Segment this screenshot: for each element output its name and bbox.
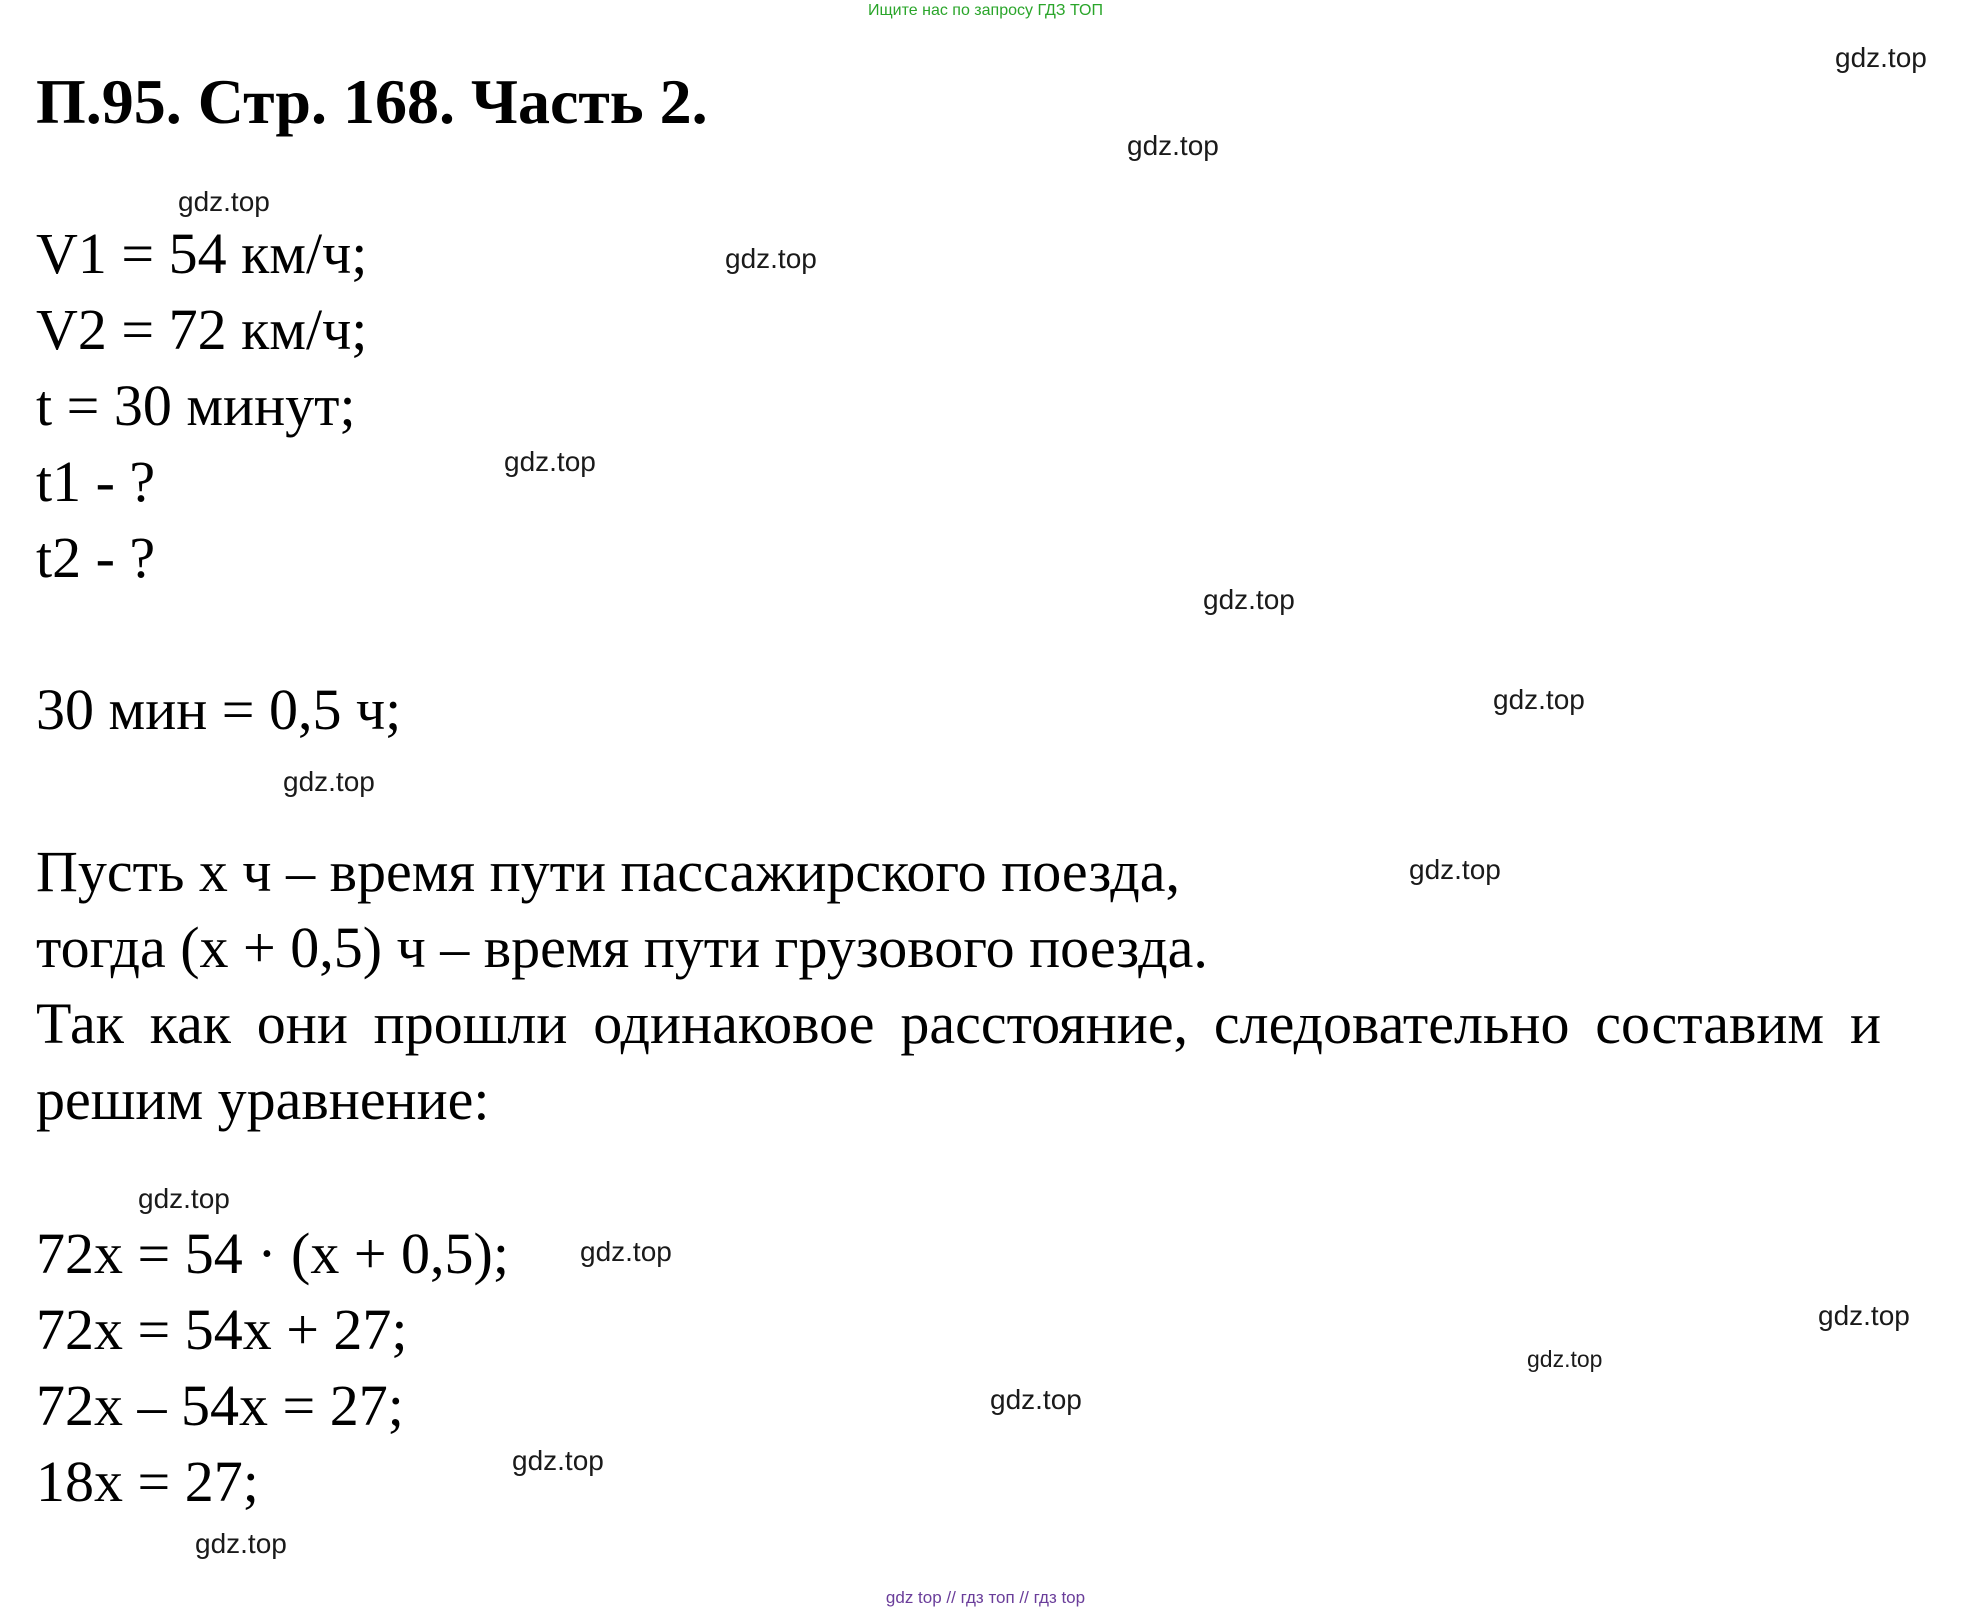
- footer-watermark: gdz top // гдз топ // гдз top: [885, 1588, 1086, 1607]
- equation-2: 72х = 54х + 27;: [36, 1297, 408, 1362]
- solution-line-1: Пусть х ч – время пути пассажирского поезда,: [36, 839, 1180, 904]
- find-t2: t2 - ?: [36, 525, 156, 590]
- given-t: t = 30 минут;: [36, 373, 356, 438]
- watermark: gdz.top: [283, 766, 375, 797]
- watermark: gdz.top: [178, 186, 270, 217]
- page-title: П.95. Стр. 168. Часть 2.: [36, 66, 708, 137]
- watermark: gdz.top: [1818, 1300, 1910, 1331]
- top-banner: Ищите нас по запросу ГДЗ ТОП: [868, 2, 1103, 19]
- watermark: gdz.top: [138, 1183, 230, 1214]
- watermark: gdz.top: [512, 1445, 604, 1476]
- watermark: gdz.top: [1409, 854, 1501, 885]
- given-v1: V1 = 54 км/ч;: [36, 221, 368, 286]
- watermark: gdz.top: [1203, 584, 1295, 615]
- watermark: gdz.top: [990, 1384, 1082, 1415]
- watermark: gdz.top: [195, 1528, 287, 1559]
- solution-paragraph: Так как они прошли одинаковое расстояние, следовательно составим и решим уравнение:: [36, 991, 1881, 1132]
- watermark: gdz.top: [580, 1236, 672, 1267]
- watermark: gdz.top: [1127, 130, 1219, 161]
- watermark: gdz.top: [504, 446, 596, 477]
- watermark: gdz.top: [1835, 42, 1927, 73]
- equation-1: 72х = 54 · (х + 0,5);: [36, 1221, 509, 1286]
- equation-3: 72х – 54х = 27;: [36, 1373, 404, 1438]
- watermark: gdz.top: [1493, 684, 1585, 715]
- watermark: gdz.top: [1527, 1346, 1603, 1372]
- equation-4: 18х = 27;: [36, 1449, 259, 1514]
- conversion-line: 30 мин = 0,5 ч;: [36, 677, 402, 742]
- watermark: gdz.top: [725, 243, 817, 274]
- given-v2: V2 = 72 км/ч;: [36, 297, 368, 362]
- find-t1: t1 - ?: [36, 449, 156, 514]
- solution-line-2: тогда (х + 0,5) ч – время пути грузового поезда.: [36, 915, 1208, 980]
